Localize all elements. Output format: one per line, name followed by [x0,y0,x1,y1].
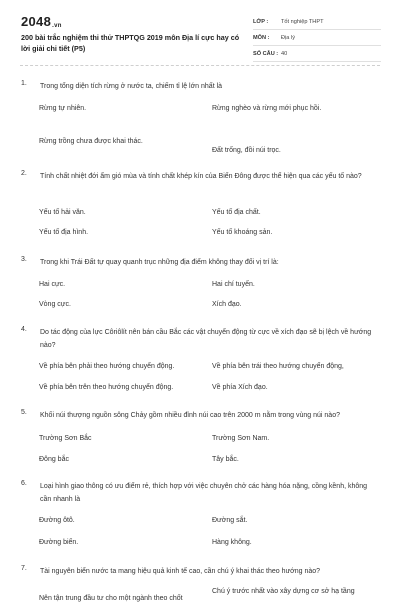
option-a[interactable]: Yếu tố hải văn. [39,209,86,216]
option-d[interactable]: Xích đạo. [212,301,242,308]
meta-value: 40 [281,50,288,57]
option-d[interactable]: Đất trống, đồi núi trọc. [212,147,281,154]
option-c[interactable]: Vòng cực. [39,301,71,308]
option-c[interactable]: Rừng trồng chưa được khai thác. [39,138,143,145]
option-a[interactable]: Đường ôtô. [39,517,75,524]
option-b[interactable]: Về phía bên trái theo hướng chuyển động, [212,363,344,370]
document-header [21,14,381,64]
option-c[interactable]: Về phía bên trên theo hướng chuyển động. [39,384,174,391]
meta-row-count [253,46,381,62]
option-a[interactable]: Hai cực. [39,281,66,288]
question-number: 2. [21,170,27,177]
option-b[interactable]: Hai chí tuyến. [212,281,255,288]
option-d[interactable]: Yếu tố khoáng sản. [212,229,273,236]
logo-suffix: .vn [52,23,62,29]
meta-row-grade [253,14,381,30]
document-title: 200 bài trắc nghiệm thi thử THPTQG 2019 môn Địa lí cực hay có lời giải chi tiết (P5) [21,33,240,53]
question-text: Tài nguyên biển nước ta mang hiệu quả kinh tế cao, cần chú ý khai thác theo hướng nào? [40,568,321,575]
option-c[interactable]: Đường biển. [39,539,79,546]
option-b[interactable]: Trường Sơn Nam. [212,435,270,442]
option-d[interactable]: Hàng không. [212,539,252,546]
meta-key: MÔN : [253,34,270,41]
logo-text: 2048 [21,14,52,29]
option-b[interactable]: Đường sắt. [212,517,248,524]
meta-value: Tốt nghiệp THPT [281,18,324,25]
meta-key: SỐ CÂU : [253,50,279,57]
meta-value: Địa lý [281,34,295,41]
question-number: 6. [21,480,27,487]
question-number: 1. [21,80,27,87]
question-number: 3. [21,256,27,263]
option-c[interactable]: Đông bắc [39,456,69,463]
question-number: 5. [21,409,27,416]
question-text: Trong tổng diện tích rừng ở nước ta, chiếm tỉ lệ lớn nhất là [40,83,223,90]
question-text: Khối núi thượng nguồn sông Chảy gồm nhiều đỉnh núi cao trên 2000 m nằm trong vùng núi nào? [40,412,340,419]
question-text: Do tác động của lực Côriôlít nên bán cầu Bắc các vật chuyển động từ cực về xích đạo sẽ bị lệch về hướng nào? [40,329,372,349]
question-text: Loại hình giao thông có ưu điểm rẻ, thích hợp với việc chuyên chở các hàng hóa nặng, cồng kềnh, không cần nhanh là [40,483,368,503]
question-text: Tính chất nhiệt đới ẩm gió mùa và tính chất khép kín của Biển Đông được thể hiện qua các yếu tố nào? [40,173,362,180]
meta-row-subject [253,30,381,46]
question-number: 7. [21,565,27,572]
option-b[interactable]: Yếu tố địa chất. [212,209,261,216]
option-a[interactable]: Nên tận trung đầu tư cho một ngành theo chốt [39,595,183,602]
meta-table [253,14,381,62]
site-logo[interactable] [21,14,62,29]
option-b[interactable]: Rừng nghèo và rừng mới phục hồi. [212,105,322,112]
question-number: 4. [21,326,27,333]
header-divider [20,65,380,66]
option-a[interactable]: Trường Sơn Bắc [39,435,92,442]
option-a[interactable]: Rừng tự nhiên. [39,105,87,112]
option-b[interactable]: Chú ý trước nhất vào xây dựng cơ sở hạ tầng [212,588,355,595]
option-d[interactable]: Tây bắc. [212,456,239,463]
option-a[interactable]: Về phía bên phải theo hướng chuyển động. [39,363,175,370]
option-d[interactable]: Về phía Xích đạo. [212,384,268,391]
meta-key: LỚP : [253,18,269,25]
question-text: Trong khi Trái Đất tự quay quanh trục những địa điểm không thay đổi vị trí là: [40,259,279,266]
option-c[interactable]: Yếu tố địa hình. [39,229,89,236]
